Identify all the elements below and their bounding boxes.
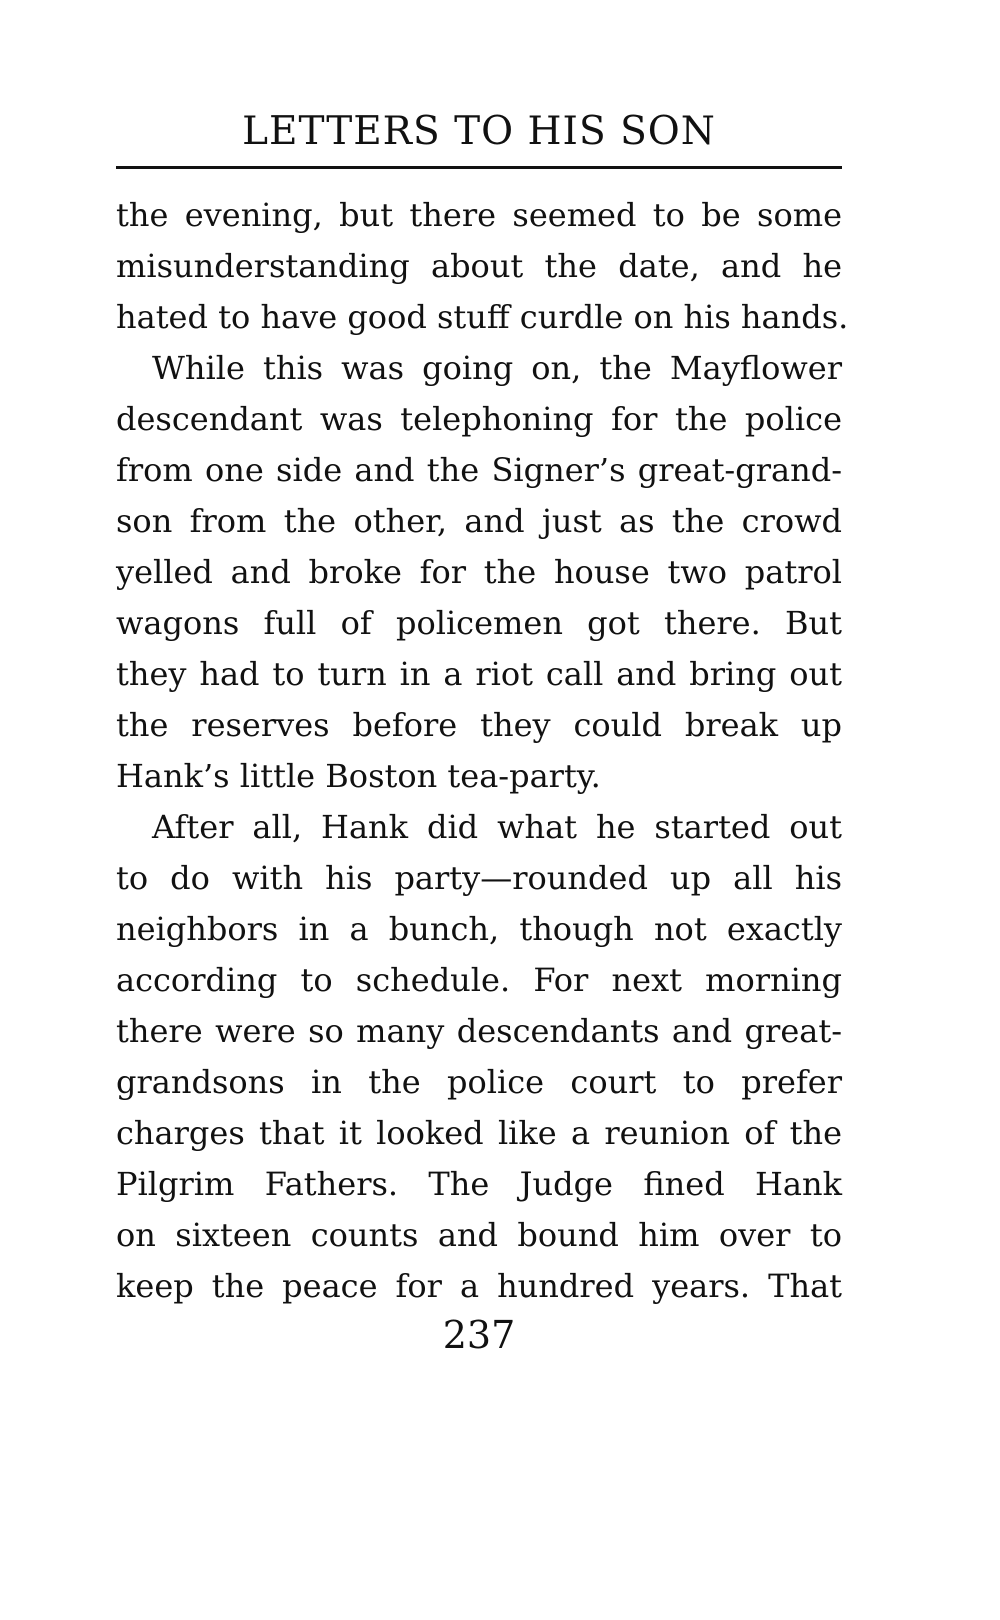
text-line: hated to have good stuff curdle on his hands. — [116, 298, 849, 336]
text-line: according to schedule. For next morning — [116, 961, 842, 999]
text-line: there were so many descendants and great- — [116, 1012, 842, 1050]
header-rule — [116, 166, 842, 169]
text-line: charges that it looked like a reunion of the — [116, 1114, 842, 1152]
text-line: yelled and broke for the house two patrol — [116, 553, 842, 591]
text-line: keep the peace for a hundred years. That — [116, 1267, 842, 1305]
text-line: Hank’s little Boston tea-party. — [116, 757, 601, 795]
text-line: to do with his party—rounded up all his — [116, 859, 842, 897]
text-line: neighbors in a bunch, though not exactly — [116, 910, 842, 948]
text-line: Pilgrim Fathers. The Judge fined Hank — [116, 1165, 842, 1203]
text-line: grandsons in the police court to prefer — [116, 1063, 842, 1101]
book-page — [116, 0, 849, 1620]
text-line: they had to turn in a riot call and bring out — [116, 655, 842, 693]
body-text — [116, 190, 849, 1312]
text-line: descendant was telephoning for the police — [116, 400, 842, 438]
text-line: the reserves before they could break up — [116, 706, 842, 744]
text-line: on sixteen counts and bound him over to — [116, 1216, 842, 1254]
text-line: After all, Hank did what he started out — [152, 808, 842, 846]
text-line: While this was going on, the Mayflower — [152, 349, 842, 387]
text-line: the evening, but there seemed to be some — [116, 196, 842, 234]
text-line: son from the other, and just as the crowd — [116, 502, 842, 540]
text-line: misunderstanding about the date, and he — [116, 247, 842, 285]
running-head: LETTERS TO HIS SON — [242, 109, 716, 154]
text-line: from one side and the Signer’s great-grand- — [116, 451, 842, 489]
page-number: 237 — [442, 1313, 516, 1357]
text-line: wagons full of policemen got there. But — [116, 604, 842, 642]
